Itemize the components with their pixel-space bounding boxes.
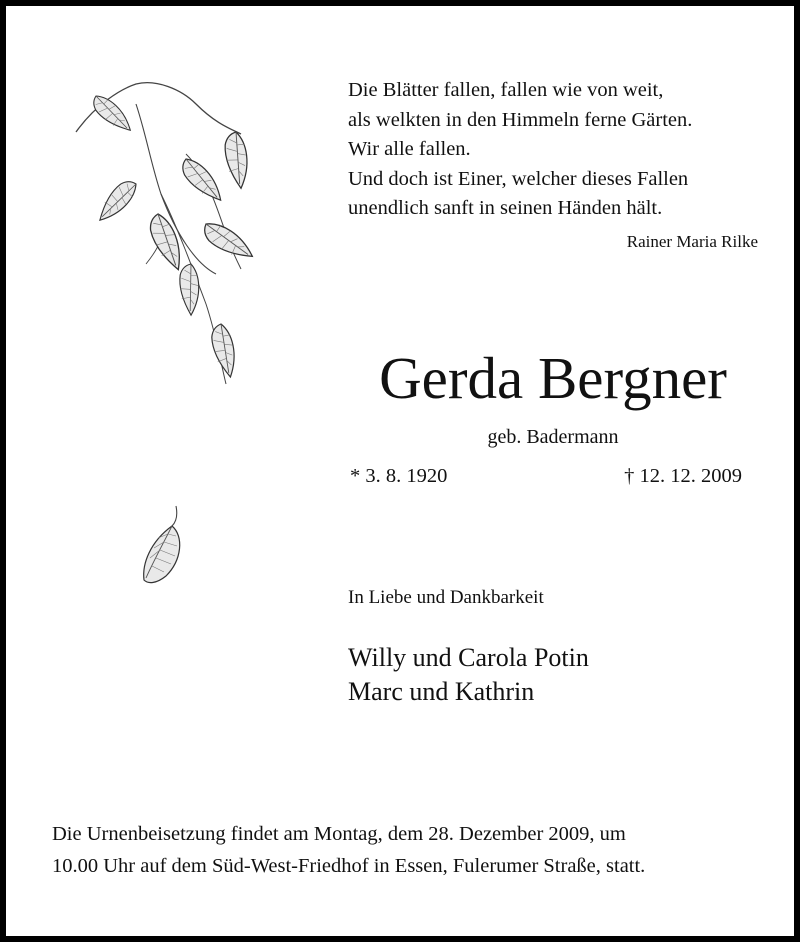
poem [348,76,788,224]
poem-line: Und doch ist Einer, welcher dieses Fallen [348,167,689,190]
deceased-name: Gerda Bergner [379,345,727,411]
poem-line: Wir alle fallen. [348,138,471,160]
death-date: † 12. 12. 2009 [624,465,742,487]
poem-author: Rainer Maria Rilke [626,232,758,251]
maiden-name: geb. Badermann [487,426,619,448]
funeral-notice [52,818,762,882]
poem-line: unendlich sanft in seinen Händen hält. [348,197,663,219]
mourner-name: Marc und Kathrin [348,677,535,706]
notice-line: 10.00 Uhr auf dem Süd-West-Friedhof in Essen, Fulerumer Straße, statt. [52,855,646,877]
birth-date: * 3. 8. 1920 [350,465,448,487]
mourners-list [348,641,589,709]
mourners-intro: In Liebe und Dankbarkeit [348,587,544,608]
poem-line: als welkten in den Himmeln ferne Gärten. [348,108,693,131]
poem-line: Die Blätter fallen, fallen wie von weit, [348,79,664,101]
falling-leaf-icon [136,502,196,592]
mourner-name: Willy und Carola Potin [348,643,589,672]
notice-line: Die Urnenbeisetzung findet am Montag, dem 28. Dezember 2009, um [52,823,626,845]
birch-branch-icon [66,74,266,404]
